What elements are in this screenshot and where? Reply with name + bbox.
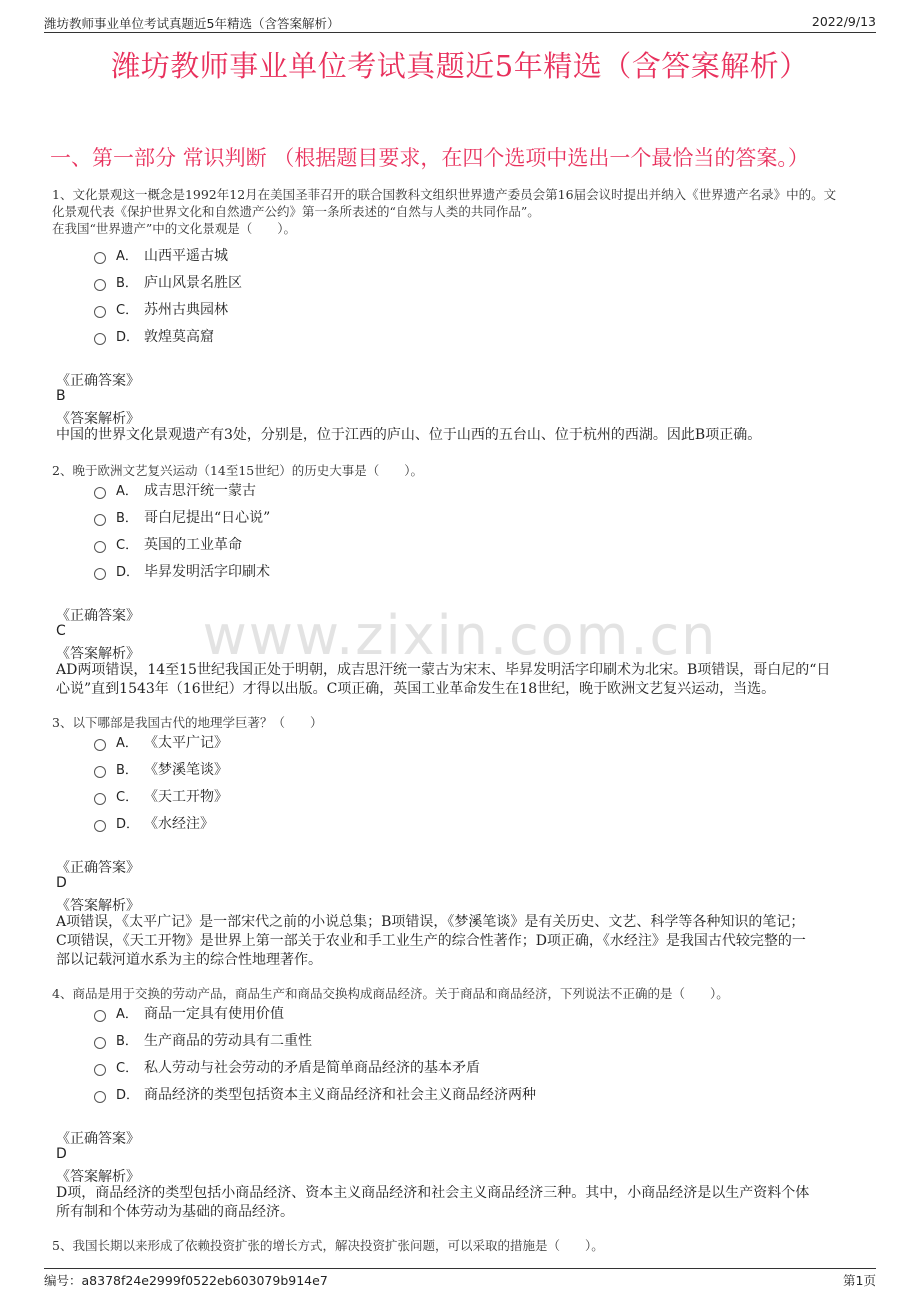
option-c[interactable] — [94, 787, 228, 807]
header-doc-title: 潍坊教师事业单位考试真题近5年精选（含答案解析） — [44, 16, 340, 31]
option-text: 《太平广记》 — [144, 735, 228, 751]
option-a[interactable] — [94, 1004, 284, 1024]
explanation-line: 部以记载河道水系为主的综合性地理著作。 — [56, 952, 322, 968]
watermark: www.zixin.com.cn — [202, 604, 718, 667]
page-title: 潍坊教师事业单位考试真题近5年精选（含答案解析） — [111, 49, 809, 83]
option-b[interactable] — [94, 1031, 312, 1051]
radio-button[interactable] — [94, 820, 106, 832]
option-b[interactable] — [94, 760, 228, 780]
radio-button[interactable] — [94, 541, 106, 553]
radio-button[interactable] — [94, 766, 106, 778]
radio-button[interactable] — [94, 252, 106, 264]
option-letter: C． — [116, 538, 139, 553]
answer-label: 《正确答案》 — [56, 373, 140, 389]
explanation-line: 所有制和个体劳动为基础的商品经济。 — [56, 1204, 294, 1220]
option-b[interactable] — [94, 508, 270, 528]
correct-answer: C — [56, 623, 66, 639]
option-d[interactable] — [94, 562, 270, 582]
answer-label: 《正确答案》 — [56, 608, 140, 624]
option-text: 庐山风景名胜区 — [144, 275, 242, 291]
question-stem-line: 3、以下哪部是我国古代的地理学巨著？（ ） — [52, 715, 323, 730]
page-header — [44, 14, 876, 32]
option-letter: B． — [116, 511, 138, 526]
header-divider — [44, 32, 876, 33]
option-letter: C． — [116, 1061, 139, 1076]
option-letter: A． — [116, 1007, 138, 1022]
option-a[interactable] — [94, 481, 256, 501]
option-letter: A． — [116, 736, 138, 751]
option-letter: B． — [116, 763, 138, 778]
question-stem-line: 在我国“世界遗产”中的文化景观是（ ）。 — [52, 221, 297, 236]
explanation-label: 《答案解析》 — [56, 411, 140, 427]
option-text: 哥白尼提出“日心说” — [144, 510, 271, 526]
question-stem — [52, 186, 868, 237]
option-letter: A． — [116, 484, 138, 499]
option-letter: B． — [116, 276, 138, 291]
option-d[interactable] — [94, 1085, 536, 1105]
radio-button[interactable] — [94, 279, 106, 291]
question-stem-line: 化景观代表《保护世界文化和自然遗产公约》第一条所表述的“自然与人类的共同作品”。 — [52, 204, 540, 219]
page-footer — [44, 1271, 876, 1289]
question-stem-line: 5、我国长期以来形成了依赖投资扩张的增长方式，解决投资扩张问题，可以采取的措施是（ ）。 — [52, 1238, 604, 1253]
option-text: 《梦溪笔谈》 — [144, 762, 228, 778]
explanation-line: C项错误，《天工开物》是世界上第一部关于农业和手工业生产的综合性著作；D项正确，《水经注》是我国古代较完整的一 — [56, 933, 806, 949]
radio-button[interactable] — [94, 1010, 106, 1022]
option-a[interactable] — [94, 733, 228, 753]
answer-label: 《正确答案》 — [56, 1131, 140, 1147]
question-stem — [52, 985, 868, 1002]
radio-button[interactable] — [94, 306, 106, 318]
option-b[interactable] — [94, 273, 242, 293]
radio-button[interactable] — [94, 1037, 106, 1049]
radio-button[interactable] — [94, 739, 106, 751]
radio-button[interactable] — [94, 793, 106, 805]
option-text: 《天工开物》 — [144, 789, 228, 805]
option-text: 英国的工业革命 — [144, 537, 242, 553]
section-heading: 一、第一部分 常识判断 （根据题目要求，在四个选项中选出一个最恰当的答案。） — [50, 146, 809, 170]
option-text: 私人劳动与社会劳动的矛盾是简单商品经济的基本矛盾 — [144, 1060, 480, 1076]
question-stem-line: 2、晚于欧洲文艺复兴运动（14至15世纪）的历史大事是（ ）。 — [52, 463, 424, 478]
option-c[interactable] — [94, 535, 242, 555]
question-stem-line: 4、商品是用于交换的劳动产品，商品生产和商品交换构成商品经济。关于商品和商品经济，下列说法不正确的是（ ）。 — [52, 986, 729, 1001]
explanation-text — [56, 1184, 868, 1222]
option-letter: C． — [116, 790, 139, 805]
option-letter: B． — [116, 1034, 138, 1049]
radio-button[interactable] — [94, 1064, 106, 1076]
footer-page-number: 第1页 — [843, 1273, 876, 1288]
radio-button[interactable] — [94, 568, 106, 580]
option-text: 商品经济的类型包括资本主义商品经济和社会主义商品经济两种 — [144, 1087, 536, 1103]
explanation-label: 《答案解析》 — [56, 646, 140, 662]
explanation-text — [56, 661, 868, 699]
option-text: 《水经注》 — [144, 816, 214, 832]
radio-button[interactable] — [94, 1091, 106, 1103]
explanation-line: 心说”直到1543年（16世纪）才得以出版。C项正确，英国工业革命发生在18世纪，晚于欧洲文艺复兴运动，当选。 — [56, 681, 776, 697]
radio-button[interactable] — [94, 333, 106, 345]
header-date: 2022/9/13 — [811, 14, 876, 29]
option-letter: D． — [116, 1088, 140, 1103]
radio-button[interactable] — [94, 514, 106, 526]
question-stem — [52, 462, 868, 479]
footer-divider — [44, 1268, 876, 1269]
option-text: 山西平遥古城 — [144, 248, 228, 264]
explanation-line: AD两项错误，14至15世纪我国正处于明朝，成吉思汗统一蒙古为宋末、毕昇发明活字印刷术为北宋。B项错误，哥白尼的“日 — [56, 662, 831, 678]
option-text: 敦煌莫高窟 — [144, 329, 214, 345]
answer-label: 《正确答案》 — [56, 860, 140, 876]
option-text: 苏州古典园林 — [144, 302, 228, 318]
option-c[interactable] — [94, 1058, 480, 1078]
option-d[interactable] — [94, 814, 214, 834]
explanation-text — [56, 913, 868, 970]
correct-answer: D — [56, 1146, 67, 1162]
explanation-text — [56, 426, 868, 445]
option-a[interactable] — [94, 246, 228, 266]
option-text: 生产商品的劳动具有二重性 — [144, 1033, 312, 1049]
option-letter: D． — [116, 330, 140, 345]
question-stem — [52, 714, 868, 731]
option-text: 毕昇发明活字印刷术 — [144, 564, 270, 580]
explanation-line: A项错误，《太平广记》是一部宋代之前的小说总集；B项错误，《梦溪笔谈》是有关历史、文艺、科学等各种知识的笔记； — [56, 914, 805, 930]
explanation-line: 中国的世界文化景观遗产有3处，分别是，位于江西的庐山、位于山西的五台山、位于杭州的西湖。因此B项正确。 — [56, 427, 762, 443]
question-stem-line: 1、文化景观这一概念是1992年12月在美国圣菲召开的联合国教科文组织世界遗产委员会第16届会议时提出并纳入《世界遗产名录》中的。文 — [52, 187, 837, 202]
question-stem — [52, 1237, 868, 1254]
correct-answer: D — [56, 875, 67, 891]
option-text: 商品一定具有使用价值 — [144, 1006, 284, 1022]
explanation-label: 《答案解析》 — [56, 898, 140, 914]
option-letter: C． — [116, 303, 139, 318]
explanation-line: D项，商品经济的类型包括小商品经济、资本主义商品经济和社会主义商品经济三种。其中，小商品经济是以生产资料个体 — [56, 1185, 810, 1201]
radio-button[interactable] — [94, 487, 106, 499]
option-letter: A． — [116, 249, 138, 264]
option-d[interactable] — [94, 327, 214, 347]
footer-doc-id: 编号：a8378f24e2999f0522eb603079b914e7 — [44, 1273, 328, 1288]
explanation-label: 《答案解析》 — [56, 1169, 140, 1185]
option-letter: D． — [116, 565, 140, 580]
option-c[interactable] — [94, 300, 228, 320]
option-text: 成吉思汗统一蒙古 — [144, 483, 256, 499]
correct-answer: B — [56, 388, 66, 404]
option-letter: D． — [116, 817, 140, 832]
